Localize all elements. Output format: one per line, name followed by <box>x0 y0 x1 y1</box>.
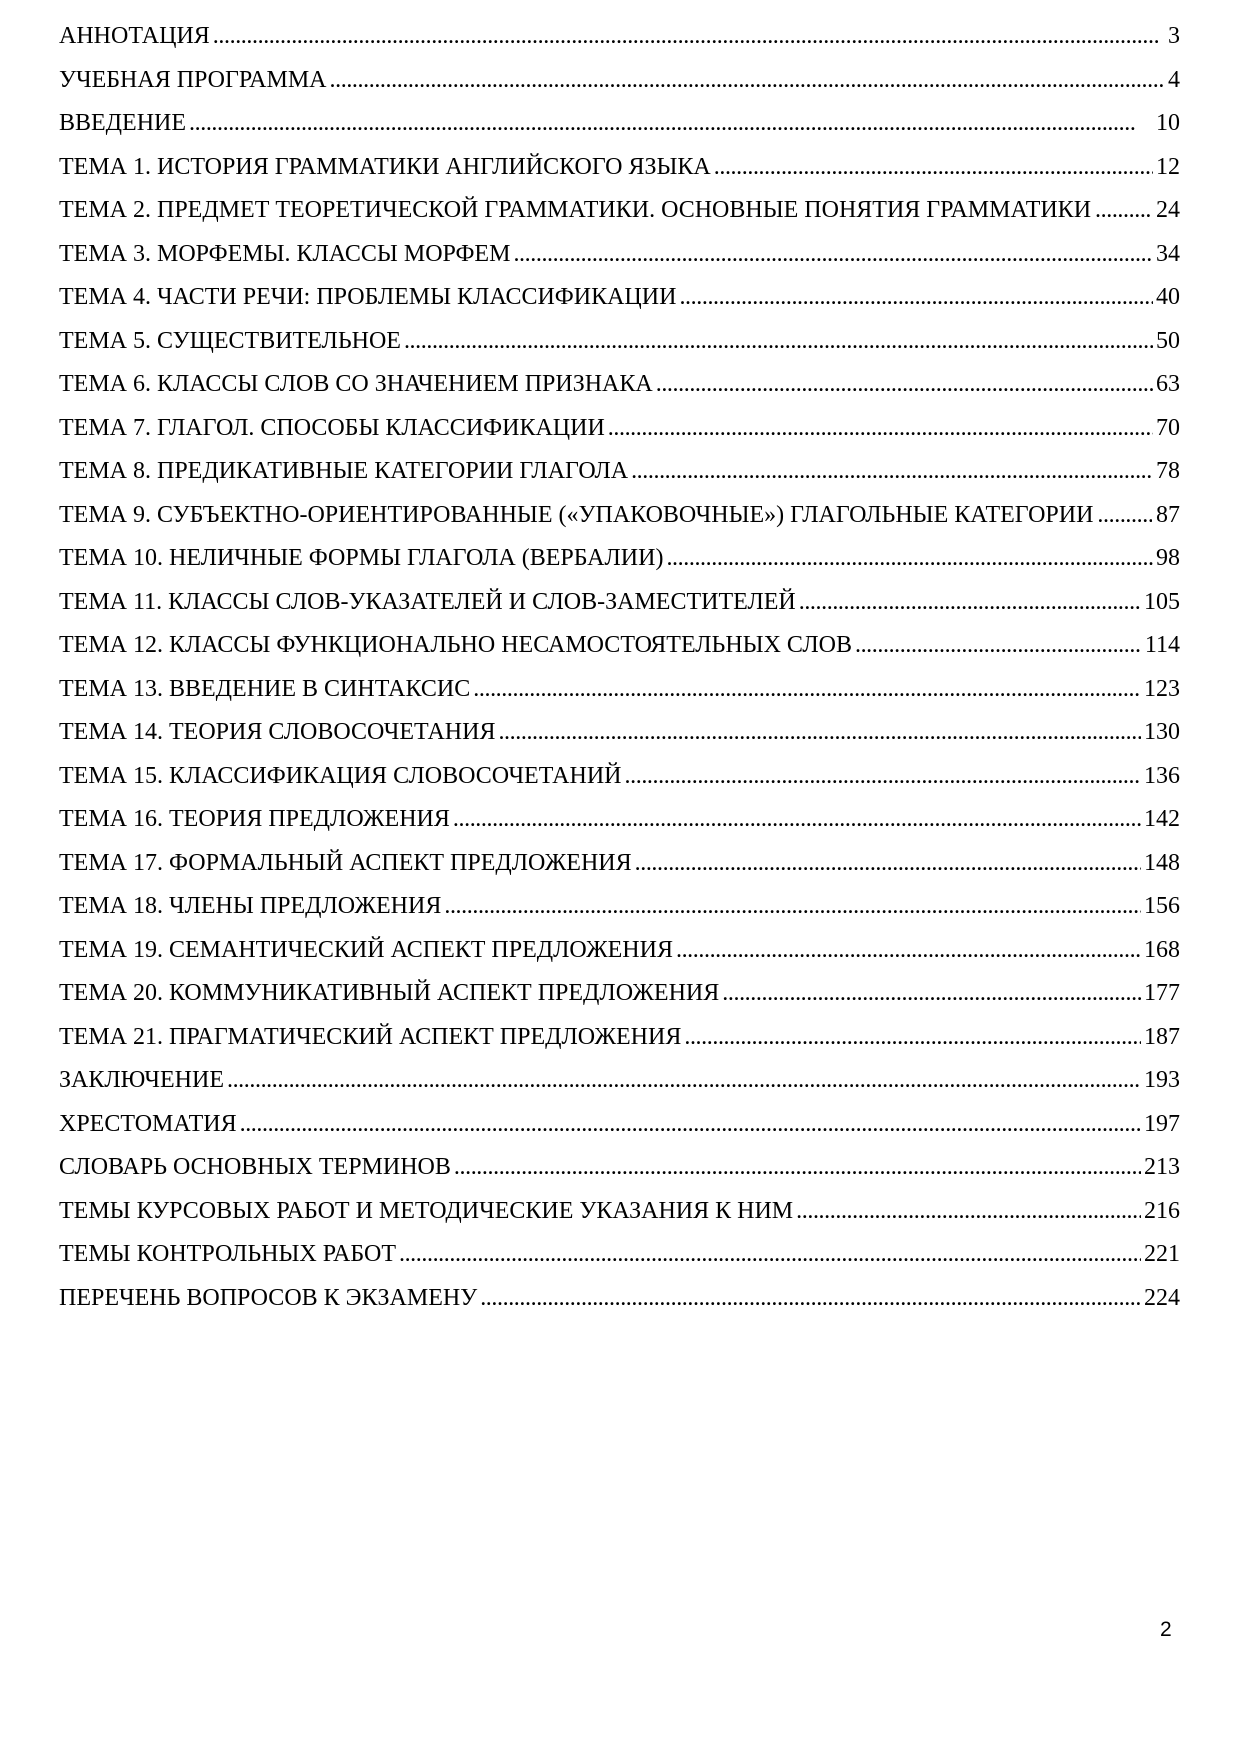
toc-entry-title: АННОТАЦИЯ <box>59 23 210 49</box>
toc-dot-leader <box>227 1059 1141 1103</box>
toc-entry-page: 10 <box>1156 110 1180 136</box>
toc-entry[interactable] <box>59 1103 1180 1147</box>
toc-entry-title: ТЕМА 5. СУЩЕСТВИТЕЛЬНОЕ <box>59 327 401 354</box>
toc-dot-leader <box>855 624 1142 668</box>
toc-entry-title: ТЕМА 19. СЕМАНТИЧЕСКИЙ АСПЕКТ ПРЕДЛОЖЕНИЯ <box>59 936 673 963</box>
toc-dot-leader <box>656 363 1153 407</box>
toc-entry-page: 63 <box>1156 371 1180 397</box>
toc-dot-leader <box>625 755 1141 799</box>
toc-entry[interactable] <box>59 276 1180 320</box>
toc-entry-title: ТЕМА 18. ЧЛЕНЫ ПРЕДЛОЖЕНИЯ <box>59 893 442 919</box>
toc-entry-title: ТЕМА 20. КОММУНИКАТИВНЫЙ АСПЕКТ ПРЕДЛОЖЕНИЯ <box>59 980 720 1006</box>
toc-dot-leader <box>189 102 1153 146</box>
toc-entry[interactable] <box>59 233 1180 277</box>
toc-entry-title: ТЕМА 10. НЕЛИЧНЫЕ ФОРМЫ ГЛАГОЛА (ВЕРБАЛИИ) <box>59 545 664 571</box>
toc-entry[interactable] <box>59 581 1180 625</box>
toc-entry-title: ТЕМЫ КОНТРОЛЬНЫХ РАБОТ <box>59 1241 396 1267</box>
toc-entry[interactable] <box>59 711 1180 755</box>
toc-entry[interactable] <box>59 929 1180 973</box>
toc-entry[interactable] <box>59 1277 1180 1321</box>
toc-entry[interactable] <box>59 1016 1180 1060</box>
toc-dot-leader <box>799 581 1141 625</box>
toc-dot-leader <box>498 711 1141 755</box>
toc-entry-page: 34 <box>1156 240 1180 267</box>
toc-entry[interactable] <box>59 1059 1180 1103</box>
toc-dot-leader <box>213 15 1165 59</box>
toc-entry[interactable] <box>59 189 1180 233</box>
toc-entry[interactable] <box>59 363 1180 407</box>
toc-entry[interactable] <box>59 798 1180 842</box>
toc-entry-title: ТЕМА 21. ПРАГМАТИЧЕСКИЙ АСПЕКТ ПРЕДЛОЖЕНИЯ <box>59 1023 682 1050</box>
toc-entry-title: ЗАКЛЮЧЕНИЕ <box>59 1067 224 1093</box>
toc-entry-page: 98 <box>1156 545 1180 571</box>
toc-entry-title: ТЕМА 14. ТЕОРИЯ СЛОВОСОЧЕТАНИЯ <box>59 719 496 745</box>
toc-entry-title: ТЕМА 4. ЧАСТИ РЕЧИ: ПРОБЛЕМЫ КЛАССИФИКАЦИИ <box>59 284 677 310</box>
toc-dot-leader <box>444 885 1141 929</box>
toc-entry-page: 213 <box>1144 1154 1180 1180</box>
toc-entry-title: ТЕМА 16. ТЕОРИЯ ПРЕДЛОЖЕНИЯ <box>59 806 450 832</box>
toc-entry-title: ТЕМА 1. ИСТОРИЯ ГРАММАТИКИ АНГЛИЙСКОГО ЯЗЫКА <box>59 153 711 180</box>
table-of-contents <box>59 15 1180 1320</box>
toc-entry-title: ТЕМА 8. ПРЕДИКАТИВНЫЕ КАТЕГОРИИ ГЛАГОЛА <box>59 458 629 484</box>
toc-dot-leader <box>714 146 1153 190</box>
toc-dot-leader <box>676 929 1141 973</box>
toc-entry-page: 4 <box>1168 66 1180 93</box>
toc-dot-leader <box>608 407 1153 451</box>
toc-dot-leader <box>635 842 1141 886</box>
toc-entry-title: УЧЕБНАЯ ПРОГРАММА <box>59 66 327 93</box>
toc-entry[interactable] <box>59 1233 1180 1277</box>
toc-entry[interactable] <box>59 885 1180 929</box>
toc-entry-page: 105 <box>1144 588 1180 615</box>
toc-dot-leader <box>666 537 1153 581</box>
toc-entry-page: 123 <box>1144 675 1180 702</box>
page-number: 2 <box>1160 1618 1172 1641</box>
toc-dot-leader <box>453 798 1141 842</box>
toc-dot-leader <box>473 668 1141 712</box>
toc-entry[interactable] <box>59 624 1180 668</box>
toc-dot-leader <box>1097 494 1152 538</box>
toc-entry-page: 40 <box>1156 284 1180 310</box>
toc-entry-page: 177 <box>1144 980 1180 1006</box>
toc-entry-title: ТЕМА 7. ГЛАГОЛ. СПОСОБЫ КЛАССИФИКАЦИИ <box>59 414 605 441</box>
toc-entry[interactable] <box>59 146 1180 190</box>
toc-dot-leader <box>1095 189 1152 233</box>
toc-entry[interactable] <box>59 755 1180 799</box>
toc-entry-page: 148 <box>1144 849 1180 876</box>
toc-entry-title: ТЕМЫ КУРСОВЫХ РАБОТ И МЕТОДИЧЕСКИЕ УКАЗАНИЯ К НИМ <box>59 1197 794 1224</box>
toc-entry[interactable] <box>59 668 1180 712</box>
toc-dot-leader <box>679 276 1153 320</box>
toc-entry-title: ТЕМА 6. КЛАССЫ СЛОВ СО ЗНАЧЕНИЕМ ПРИЗНАКА <box>59 371 653 397</box>
toc-dot-leader <box>684 1016 1141 1060</box>
toc-entry-page: 197 <box>1144 1110 1180 1137</box>
toc-entry[interactable] <box>59 537 1180 581</box>
toc-entry-title: ТЕМА 17. ФОРМАЛЬНЫЙ АСПЕКТ ПРЕДЛОЖЕНИЯ <box>59 849 632 876</box>
toc-entry-page: 221 <box>1144 1241 1180 1267</box>
toc-entry-title: ХРЕСТОМАТИЯ <box>59 1110 237 1137</box>
toc-entry-page: 136 <box>1144 762 1180 789</box>
toc-dot-leader <box>330 59 1165 103</box>
toc-entry-title: СЛОВАРЬ ОСНОВНЫХ ТЕРМИНОВ <box>59 1154 451 1180</box>
toc-entry[interactable] <box>59 494 1180 538</box>
toc-entry[interactable] <box>59 450 1180 494</box>
toc-entry-page: 114 <box>1144 632 1180 658</box>
toc-dot-leader <box>399 1233 1141 1277</box>
toc-entry-page: 3 <box>1168 23 1180 49</box>
toc-entry[interactable] <box>59 407 1180 451</box>
toc-entry-title: ТЕМА 13. ВВЕДЕНИЕ В СИНТАКСИС <box>59 675 471 702</box>
toc-entry-page: 130 <box>1144 719 1180 745</box>
toc-entry-title: ТЕМА 9. СУБЪЕКТНО-ОРИЕНТИРОВАННЫЕ («УПАКОВОЧНЫЕ») ГЛАГОЛЬНЫЕ КАТЕГОРИИ <box>59 501 1094 528</box>
toc-entry-page: 224 <box>1144 1284 1180 1311</box>
toc-entry-page: 12 <box>1156 153 1180 180</box>
toc-entry-page: 187 <box>1144 1023 1180 1050</box>
toc-dot-leader <box>454 1146 1141 1190</box>
toc-entry[interactable] <box>59 320 1180 364</box>
toc-dot-leader <box>722 972 1141 1016</box>
toc-entry[interactable] <box>59 1190 1180 1234</box>
toc-entry-title: ВВЕДЕНИЕ <box>59 110 187 136</box>
toc-dot-leader <box>513 233 1153 277</box>
toc-entry-page: 193 <box>1144 1067 1180 1093</box>
toc-dot-leader <box>631 450 1153 494</box>
toc-dot-leader <box>796 1190 1141 1234</box>
toc-entry-page: 78 <box>1156 458 1180 484</box>
toc-entry-title: ТЕМА 15. КЛАССИФИКАЦИЯ СЛОВОСОЧЕТАНИЙ <box>59 762 622 789</box>
toc-dot-leader <box>480 1277 1141 1321</box>
toc-entry-page: 142 <box>1144 806 1180 832</box>
toc-entry-title: ТЕМА 2. ПРЕДМЕТ ТЕОРЕТИЧЕСКОЙ ГРАММАТИКИ. ОСНОВНЫЕ ПОНЯТИЯ ГРАММАТИКИ <box>59 197 1092 223</box>
toc-entry-page: 87 <box>1156 501 1180 528</box>
toc-entry-title: ТЕМА 11. КЛАССЫ СЛОВ-УКАЗАТЕЛЕЙ И СЛОВ-ЗАМЕСТИТЕЛЕЙ <box>59 588 796 615</box>
toc-entry[interactable] <box>59 59 1180 103</box>
toc-dot-leader <box>240 1103 1141 1147</box>
toc-entry-page: 168 <box>1144 936 1180 963</box>
toc-entry-title: ТЕМА 12. КЛАССЫ ФУНКЦИОНАЛЬНО НЕСАМОСТОЯТЕЛЬНЫХ СЛОВ <box>59 632 852 658</box>
toc-entry-page: 50 <box>1156 327 1180 354</box>
toc-entry[interactable] <box>59 102 1180 146</box>
toc-entry[interactable] <box>59 15 1180 59</box>
toc-entry[interactable] <box>59 972 1180 1016</box>
toc-entry-title: ПЕРЕЧЕНЬ ВОПРОСОВ К ЭКЗАМЕНУ <box>59 1284 478 1311</box>
toc-entry-page: 156 <box>1144 893 1180 919</box>
toc-entry-page: 216 <box>1144 1197 1180 1224</box>
toc-entry-page: 70 <box>1156 414 1180 441</box>
toc-entry-title: ТЕМА 3. МОРФЕМЫ. КЛАССЫ МОРФЕМ <box>59 240 511 267</box>
toc-entry[interactable] <box>59 1146 1180 1190</box>
toc-entry-page: 24 <box>1156 197 1180 223</box>
toc-entry[interactable] <box>59 842 1180 886</box>
toc-dot-leader <box>404 320 1153 364</box>
